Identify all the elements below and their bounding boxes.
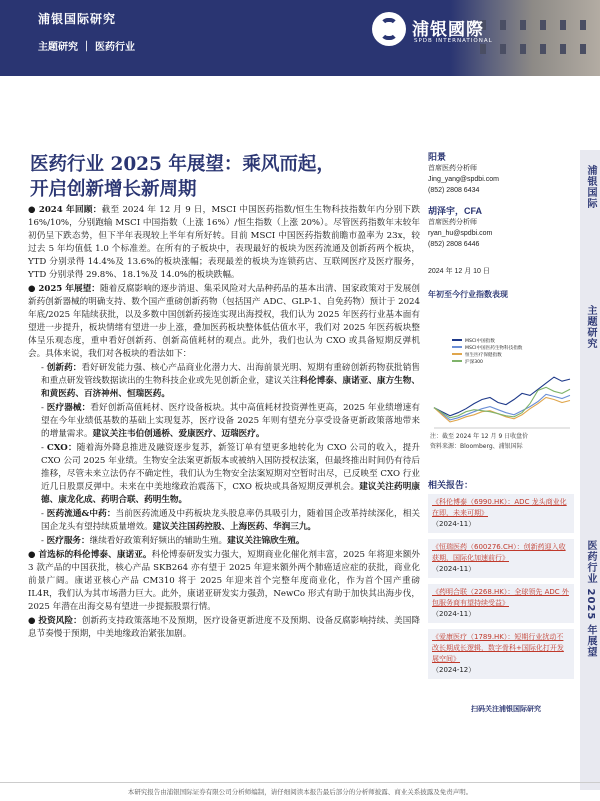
sector-devices: - 医疗器械：看好创新高值耗材、医疗设备板块。其中高值耗材投资弹性更高，2025 年业绩增速有望在今年业绩低基数的基础上实现复苏，医疗设备 2025 年则有望充分享受设备更新政策落地带来的增量需求。建议关注韦伯创通桥、爱康医疗、迈瑞医疗。	[41, 403, 420, 439]
related-report-item[interactable]: 《科伦博泰（6990.HK）：ADC 龙头商业化在即，未来可期》 （2024-11）	[428, 494, 574, 533]
related-report-item[interactable]: 《恒瑞医药（600276.CH）：创新药迎入收获期，国际化加速前行》 （2024-11）	[428, 539, 574, 578]
chart-title: 年初至今行业指数表现	[428, 290, 508, 299]
related-reports	[428, 478, 574, 685]
chart-note: 注：截至 2024 年 12 月 9 日收盘价	[430, 433, 529, 440]
header-bar	[0, 0, 600, 76]
sector-cxo: - CXO：随着海外降息推进及融资逐步复苏，新签订单有望更多地转化为 CXO 公司的收入，提升 CXO 公司 2025 年业绩。生物安全法案更新版本或被纳入国防授权法案，但最终推出时间仍有待后推移，尽管未来立法仍存不确定性，我们认为生物安全法案短期对空暂时出尽，已反映至 CXO 行业近几日股票反弹中。未来在中美地缘政治震荡下，CXO 板块或具备短期反弹机会。建议关注药明康德、康龙化成、药明合联、药明生物。	[41, 443, 420, 505]
logo-text-en: SPDB INTERNATIONAL	[414, 38, 493, 44]
legend-label: MSCI中国指数	[465, 339, 495, 344]
company-logo	[372, 12, 524, 52]
index-performance-chart	[430, 332, 575, 432]
related-report-item[interactable]: 《药明合联（2268.HK）：全球领先 ADC 外包服务商有望持续受益》 （2024-11）	[428, 584, 574, 623]
report-title	[30, 152, 425, 202]
brand-name: 浦银国际研究	[38, 12, 117, 26]
chart-source-text: 资料来源：Bloomberg、浦银国际	[430, 443, 523, 450]
logo-mark-icon	[372, 12, 406, 46]
title-line-1: 医药行业 2025 年展望：乘风而起，	[30, 154, 335, 175]
analyst-name: 阳景	[428, 152, 447, 162]
analyst-name: 胡泽宇，CFA	[428, 206, 483, 216]
report-category: 主题研究 ｜ 医药行业	[38, 42, 135, 53]
analyst-column	[428, 150, 570, 300]
sector-innovative-drugs: - 创新药：看好研发能力强、核心产品商业化潜力大、出海前景光明、短期有重磅创新药物获批销售和重点研发管线数据读出的生物科技企业或先见创新企业，建议关注科伦博泰、康诺亚、康方生物、和黄医药、百济神州、恒瑞医药。	[41, 363, 420, 399]
analyst-email[interactable]: Jing_yang@spdbi.com	[428, 176, 499, 183]
analyst-phone: (852) 2808 6446	[428, 241, 480, 248]
sector-distribution: - 医药流通&中药：当前医药流通及中药板块龙头股息率仍具吸引力，随着国企改革持续深化，相关国企龙头有望持续质量增效。建议关注国药控股、上海医药、华润三九。	[41, 509, 420, 532]
analyst-email[interactable]: ryan_hu@spdbi.com	[428, 230, 493, 237]
paragraph-outlook: ● 2025 年展望：随着反腐影响的逐步消退、集采风险对大品种药品的基本出清、国家政策对于发展创新药创新器械的明确支持、数个国产重磅创新药物（包括国产 ADC、GLP-1、自免药物）预计于 2024 年底/2025 年陆续获批，以及多数中国创新药接连实现出海授权，我们认为 2025 年医药行业基本面有望进一步提升，板块情绪有望进一步上涨，叠加医药板块整体低估值水平，我们对 2025 年医药板块整体呈乐观态度，重申看好创新药、创新高值耗材的观点。此外，我们也认为 CXO 或具备短期反弹机会。具体来说，我们对各板块的看法如下：	[28, 284, 420, 359]
related-reports-heading: 相关报告：	[428, 481, 474, 491]
chart-legend	[452, 337, 523, 365]
logo-text-cn: 浦银國際	[412, 20, 484, 40]
analyst-phone: (852) 2808 6434	[428, 187, 480, 194]
disclaimer-footer: 本研究报告由浦银国际证券有限公司分析师编制，请仔细阅读本报告最后部分的分析师披露、商业关系披露及免责声明。	[0, 782, 600, 801]
report-date: 2024 年 12 月 10 日	[428, 268, 490, 275]
paragraph-top-picks: ● 首选标的科伦博泰、康诺亚。科伦博泰研发实力强大，短期商业化催化剂丰富，2025 年将迎来额外 3 款产品的中国获批，核心产品 SKB264 亦有望于 2025 年迎来额外两个肺癌适应症的获批，商业化前景广阔。康诺亚核心产品 CM310 将于 2025 年迎来首个完整年度商业化，作为首个国产重磅 IL4R，我们认为其市场潜力巨大。此外，康诺亚研发实力强劲，NewCo 形式有助于加快其出海步伐，2025 年潜在出海交易有望进一步提振股票行情。	[28, 550, 420, 612]
series-line	[434, 377, 570, 416]
side-label-report: 医药行业 2025 年展望	[585, 540, 596, 658]
side-bar	[580, 150, 600, 790]
legend-label: 恒生医疗保健指数	[465, 353, 502, 358]
sector-services: - 医疗服务：继续看好政策利好频出的辅助生殖。建议关注锦欣生殖。	[41, 536, 305, 546]
legend-label: 沪深300	[465, 360, 483, 365]
analyst-title: 首席医药分析师	[428, 219, 477, 226]
analyst-title: 首席医药分析师	[428, 165, 477, 172]
legend-label: MSCI中国医药生物科技指数	[465, 346, 523, 351]
side-label-category: 主题研究	[585, 305, 596, 349]
qr-caption: 扫码关注浦银国际研究	[471, 705, 541, 713]
side-label-brand: 浦银国际	[585, 165, 596, 209]
chart-lines	[434, 377, 570, 428]
related-report-item[interactable]: 《爱康医疗（1789.HK）：短期行业扰动不改长期成长逻辑，数字骨科+国际化打开发展空间》 （2024-12）	[428, 629, 574, 679]
paragraph-risks: ● 投资风险：创新药支持政策落地不及预期，医疗设备更新进度不及预期、设备反腐影响持续、美国降息节奏慢于预期，中美地缘政治紧张加剧。	[28, 616, 420, 639]
title-line-2: 开启创新增长新周期	[30, 179, 197, 200]
report-body	[28, 204, 420, 642]
paragraph-review: ● 2024 年回顾：截至 2024 年 12 月 9 日，MSCI 中国医药指数/恒生生物科技指数年内分别下跌 16%/10%，分别跑输 MSCI 中国指数（上涨 16%）/恒生指数（上涨 20%）。尽管医药指数年末较年初仍呈下跌态势，但下半年表现较上半年有所好转。目前 MSCI 中国医药指数前瞻市盈率为 23x，较过去 5 年均值低 1.0 个标准差。在所有的子板块中，表现最好的板块为医药流通及创新药两个板块，YTD 分别录得 14.4%及 13.6%的板块涨幅；表现最差的板块为连锁药店、互联网医疗及医疗服务，YTD 分别录得 29.8%、18.1%及 14.0%的板块跌幅。	[28, 205, 420, 280]
series-line	[434, 387, 570, 418]
chart-source	[430, 432, 575, 452]
